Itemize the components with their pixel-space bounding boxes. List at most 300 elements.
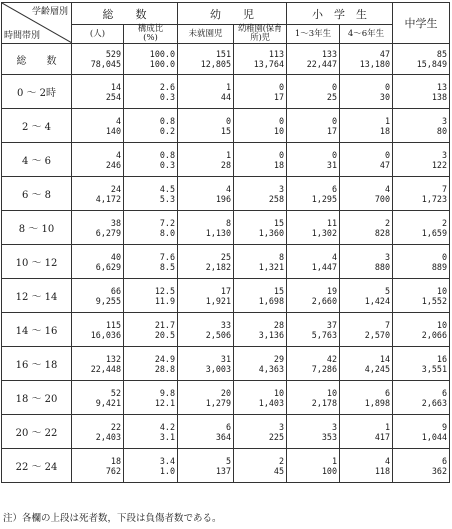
deaths-value: 0 (278, 149, 284, 160)
cell-jh (393, 75, 450, 109)
deaths-value: 11 (326, 217, 337, 228)
injuries-value: 2,570 (364, 329, 390, 340)
injuries-value: 225 (268, 431, 284, 442)
deaths-value: 10 (273, 387, 284, 398)
injuries-value: 11.9 (154, 295, 175, 306)
cell-g46 (340, 381, 393, 415)
deaths-value: 5 (384, 285, 390, 296)
deaths-value: 85 (436, 49, 447, 59)
cell-preschool (178, 449, 234, 483)
cell-preschool (178, 109, 234, 143)
cell-ratio (124, 143, 178, 177)
injuries-value: 17 (273, 91, 284, 102)
table-row (2, 381, 450, 415)
deaths-value: 151 (215, 49, 231, 59)
injuries-value: 22,448 (90, 363, 121, 374)
injuries-value: 353 (321, 431, 337, 442)
injuries-value: 2,506 (205, 329, 231, 340)
injuries-value: 118 (374, 465, 390, 476)
injuries-value: 18 (273, 159, 284, 170)
deaths-value: 113 (268, 49, 284, 59)
injuries-value: 15 (220, 125, 231, 136)
deaths-value: 2 (441, 217, 447, 228)
deaths-value: 40 (110, 251, 121, 262)
cell-g46 (340, 75, 393, 109)
injuries-value: 4,245 (364, 363, 390, 374)
injuries-value: 254 (105, 91, 121, 102)
injuries-value: 9,255 (95, 295, 121, 306)
injuries-value: 6,629 (95, 261, 121, 272)
time-band-label: 10 ～ 12 (2, 245, 72, 279)
cell-ratio (124, 44, 178, 75)
cell-g13 (287, 279, 340, 313)
deaths-value: 0.8 (159, 149, 175, 160)
grade46-header: 4～6年生 (340, 25, 393, 44)
cell-kinder (234, 415, 287, 449)
deaths-value: 25 (220, 251, 231, 262)
deaths-value: 7 (441, 183, 447, 194)
time-band-label: 2 ～ 4 (2, 109, 72, 143)
cell-persons (72, 245, 124, 279)
time-band-label: 8 ～ 10 (2, 211, 72, 245)
time-band-label: 総 数 (2, 44, 72, 75)
injuries-value: 1,403 (258, 397, 284, 408)
injuries-value: 362 (431, 465, 447, 476)
cell-preschool (178, 381, 234, 415)
injuries-value: 2,178 (311, 397, 337, 408)
cell-preschool (178, 347, 234, 381)
deaths-value: 4 (115, 115, 121, 126)
injuries-value: 4,363 (258, 363, 284, 374)
elementary-header: 小 学 生 (287, 3, 393, 25)
injuries-value: 137 (215, 465, 231, 476)
time-axis-label: 時間帯別 (4, 31, 41, 41)
cell-persons (72, 449, 124, 483)
injuries-value: 762 (105, 465, 121, 476)
cell-kinder (234, 449, 287, 483)
deaths-value: 33 (220, 319, 231, 330)
infant-header: 幼 児 (178, 3, 287, 25)
cell-ratio (124, 415, 178, 449)
injuries-value: 1,360 (258, 227, 284, 238)
injuries-value: 8.0 (159, 227, 175, 238)
cell-ratio (124, 211, 178, 245)
deaths-value: 0 (441, 251, 447, 262)
deaths-value: 12.5 (154, 285, 175, 296)
deaths-value: 132 (105, 353, 121, 364)
cell-preschool (178, 415, 234, 449)
injuries-value: 122 (431, 159, 447, 170)
deaths-value: 4 (115, 149, 121, 160)
cell-persons (72, 313, 124, 347)
time-band-label: 20 ～ 22 (2, 415, 72, 449)
cell-kinder (234, 177, 287, 211)
header-row-1 (2, 3, 450, 25)
injuries-value: 700 (374, 193, 390, 204)
time-band-label: 22 ～ 24 (2, 449, 72, 483)
injuries-value: 6,279 (95, 227, 121, 238)
injuries-value: 196 (215, 193, 231, 204)
deaths-value: 4 (384, 455, 390, 466)
deaths-value: 7 (384, 319, 390, 330)
deaths-value: 20 (220, 387, 231, 398)
deaths-value: 13 (436, 81, 447, 92)
injuries-value: 2,403 (95, 431, 121, 442)
injuries-value: 417 (374, 431, 390, 442)
time-band-label: 18 ～ 20 (2, 381, 72, 415)
deaths-value: 17 (220, 285, 231, 296)
table-row (2, 313, 450, 347)
injuries-value: 364 (215, 431, 231, 442)
cell-g46 (340, 347, 393, 381)
table-row (2, 109, 450, 143)
deaths-value: 4 (225, 183, 231, 194)
injuries-value: 246 (105, 159, 121, 170)
injuries-value: 8.5 (159, 261, 175, 272)
cell-g46 (340, 211, 393, 245)
cell-kinder (234, 211, 287, 245)
table-row (2, 211, 450, 245)
injuries-value: 1,552 (421, 295, 447, 306)
deaths-value: 6 (441, 455, 447, 466)
deaths-value: 2.6 (159, 81, 175, 92)
composition-header (124, 25, 178, 44)
deaths-value: 10 (436, 285, 447, 296)
deaths-value: 8 (225, 217, 231, 228)
deaths-value: 6 (331, 183, 337, 194)
injuries-value: 1.0 (159, 465, 175, 476)
cell-g13 (287, 44, 340, 75)
injuries-value: 1,898 (364, 397, 390, 408)
injuries-value: 31 (326, 159, 337, 170)
deaths-value: 31 (220, 353, 231, 364)
deaths-value: 15 (273, 285, 284, 296)
deaths-value: 0 (278, 81, 284, 92)
deaths-value: 7.6 (159, 251, 175, 262)
deaths-value: 52 (110, 387, 121, 398)
injuries-value: 9,421 (95, 397, 121, 408)
deaths-value: 66 (110, 285, 121, 296)
deaths-value: 4 (331, 251, 337, 262)
deaths-value: 4.2 (159, 421, 175, 432)
cell-ratio (124, 109, 178, 143)
cell-jh (393, 245, 450, 279)
deaths-value: 38 (110, 217, 121, 228)
deaths-value: 115 (105, 319, 121, 330)
cell-preschool (178, 211, 234, 245)
injuries-value: 100 (321, 465, 337, 476)
cell-g46 (340, 44, 393, 75)
cell-g13 (287, 449, 340, 483)
injuries-value: 12.1 (154, 397, 175, 408)
deaths-value: 3 (278, 183, 284, 194)
deaths-value: 0 (331, 149, 337, 160)
cell-preschool (178, 279, 234, 313)
deaths-value: 1 (225, 81, 231, 92)
injuries-value: 0.2 (159, 125, 175, 136)
injuries-value: 13,764 (253, 59, 284, 69)
deaths-value: 4 (384, 183, 390, 194)
cell-persons (72, 75, 124, 109)
deaths-value: 3 (384, 251, 390, 262)
injuries-value: 1,295 (311, 193, 337, 204)
injuries-value: 1,921 (205, 295, 231, 306)
injuries-value: 7,286 (311, 363, 337, 374)
table-row (2, 245, 450, 279)
injuries-value: 44 (220, 91, 231, 102)
table-row (2, 177, 450, 211)
time-band-label: 12 ～ 14 (2, 279, 72, 313)
injuries-value: 0.3 (159, 159, 175, 170)
deaths-value: 6 (225, 421, 231, 432)
table-row (2, 347, 450, 381)
injuries-value: 17 (326, 125, 337, 136)
injuries-value: 1,321 (258, 261, 284, 272)
cell-g13 (287, 347, 340, 381)
injuries-value: 3.1 (159, 431, 175, 442)
deaths-value: 28 (273, 319, 284, 330)
injuries-value: 1,130 (205, 227, 231, 238)
cell-jh (393, 44, 450, 75)
injuries-value: 28 (220, 159, 231, 170)
cell-g46 (340, 143, 393, 177)
deaths-value: 3 (331, 421, 337, 432)
injuries-value: 2,182 (205, 261, 231, 272)
injuries-value: 1,723 (421, 193, 447, 204)
deaths-value: 0 (278, 115, 284, 126)
deaths-value: 0.8 (159, 115, 175, 126)
cell-persons (72, 415, 124, 449)
cell-kinder (234, 143, 287, 177)
injuries-value: 1,659 (421, 227, 447, 238)
deaths-value: 14 (379, 353, 390, 364)
cell-kinder (234, 313, 287, 347)
cell-persons (72, 211, 124, 245)
cell-persons (72, 347, 124, 381)
persons-unit: (人) (89, 28, 106, 39)
time-band-label: 4 ～ 6 (2, 143, 72, 177)
injuries-value: 0.3 (159, 91, 175, 102)
injuries-value: 100.0 (149, 59, 175, 69)
injuries-value: 258 (268, 193, 284, 204)
deaths-value: 47 (379, 49, 390, 59)
injuries-value: 1,279 (205, 397, 231, 408)
deaths-value: 5 (225, 455, 231, 466)
deaths-value: 1 (331, 455, 337, 466)
injuries-value: 2,066 (421, 329, 447, 340)
deaths-value: 8 (278, 251, 284, 262)
kindergarten-header: 幼稚園(保育所)児 (234, 25, 287, 44)
cell-g13 (287, 109, 340, 143)
injuries-value: 25 (326, 91, 337, 102)
composition-unit: (%) (143, 33, 158, 43)
cell-preschool (178, 177, 234, 211)
table-body (2, 44, 450, 483)
cell-g46 (340, 177, 393, 211)
deaths-value: 3 (441, 115, 447, 126)
injuries-value: 13,180 (359, 59, 390, 69)
cell-g46 (340, 415, 393, 449)
time-band-label: 16 ～ 18 (2, 347, 72, 381)
time-band-label: 14 ～ 16 (2, 313, 72, 347)
grade13-header: 1～3年生 (287, 25, 340, 44)
cell-preschool (178, 75, 234, 109)
injuries-value: 28.8 (154, 363, 175, 374)
cell-g13 (287, 75, 340, 109)
deaths-value: 2 (278, 455, 284, 466)
deaths-value: 0 (384, 149, 390, 160)
injuries-value: 1,424 (364, 295, 390, 306)
preschool-header: 未就園児 (178, 25, 234, 44)
deaths-value: 4.5 (159, 183, 175, 194)
cell-ratio (124, 177, 178, 211)
injuries-value: 1,302 (311, 227, 337, 238)
deaths-value: 10 (326, 387, 337, 398)
deaths-value: 2 (384, 217, 390, 228)
total-row (2, 44, 450, 75)
cell-g46 (340, 449, 393, 483)
injuries-value: 1,698 (258, 295, 284, 306)
cell-kinder (234, 109, 287, 143)
injuries-value: 47 (379, 159, 390, 170)
cell-persons (72, 143, 124, 177)
cell-ratio (124, 75, 178, 109)
injuries-value: 45 (273, 465, 284, 476)
injuries-value: 140 (105, 125, 121, 136)
cell-persons (72, 44, 124, 75)
cell-jh (393, 313, 450, 347)
injuries-value: 1,447 (311, 261, 337, 272)
persons-header (72, 25, 124, 44)
deaths-value: 0 (331, 81, 337, 92)
cell-persons (72, 381, 124, 415)
cell-g13 (287, 211, 340, 245)
table-wrapper (1, 2, 449, 483)
injuries-value: 22,447 (306, 59, 337, 69)
deaths-value: 10 (436, 319, 447, 330)
cell-g46 (340, 109, 393, 143)
injuries-value: 10 (273, 125, 284, 136)
deaths-value: 3.4 (159, 455, 175, 466)
time-band-label: 0 ～ 2時 (2, 75, 72, 109)
cell-g13 (287, 415, 340, 449)
deaths-value: 24.9 (154, 353, 175, 364)
injuries-value: 2,660 (311, 295, 337, 306)
cell-jh (393, 211, 450, 245)
cell-jh (393, 347, 450, 381)
cell-ratio (124, 381, 178, 415)
deaths-value: 42 (326, 353, 337, 364)
time-band-label: 6 ～ 8 (2, 177, 72, 211)
deaths-value: 24 (110, 183, 121, 194)
cell-jh (393, 279, 450, 313)
deaths-value: 1 (225, 149, 231, 160)
deaths-value: 3 (278, 421, 284, 432)
deaths-value: 529 (105, 49, 121, 59)
deaths-value: 15 (273, 217, 284, 228)
table-row (2, 75, 450, 109)
injuries-value: 3,003 (205, 363, 231, 374)
injuries-value: 138 (431, 91, 447, 102)
deaths-value: 100.0 (149, 49, 175, 59)
injuries-value: 78,045 (90, 59, 121, 69)
cell-kinder (234, 44, 287, 75)
deaths-value: 0 (331, 115, 337, 126)
cell-g46 (340, 279, 393, 313)
cell-g46 (340, 313, 393, 347)
cell-g13 (287, 381, 340, 415)
table-row (2, 279, 450, 313)
cell-persons (72, 279, 124, 313)
injuries-value: 4,172 (95, 193, 121, 204)
deaths-value: 16 (436, 353, 447, 364)
cell-kinder (234, 381, 287, 415)
cell-jh (393, 381, 450, 415)
deaths-value: 9.8 (159, 387, 175, 398)
cell-ratio (124, 279, 178, 313)
cell-g13 (287, 143, 340, 177)
injuries-value: 2,663 (421, 397, 447, 408)
cell-kinder (234, 245, 287, 279)
deaths-value: 133 (321, 49, 337, 59)
injuries-value: 20.5 (154, 329, 175, 340)
cell-jh (393, 449, 450, 483)
cell-preschool (178, 245, 234, 279)
injuries-value: 889 (431, 261, 447, 272)
table-row (2, 415, 450, 449)
injuries-value: 5.3 (159, 193, 175, 204)
deaths-value: 6 (384, 387, 390, 398)
injuries-value: 1,044 (421, 431, 447, 442)
cell-ratio (124, 313, 178, 347)
deaths-value: 29 (273, 353, 284, 364)
composition-label: 構成比 (137, 24, 164, 34)
injuries-value: 15,849 (416, 59, 447, 69)
deaths-value: 37 (326, 319, 337, 330)
cell-persons (72, 109, 124, 143)
injuries-value: 30 (379, 91, 390, 102)
cell-g13 (287, 313, 340, 347)
injuries-value: 880 (374, 261, 390, 272)
cell-persons (72, 177, 124, 211)
table-row (2, 449, 450, 483)
cell-jh (393, 143, 450, 177)
cell-kinder (234, 279, 287, 313)
injuries-value: 3,551 (421, 363, 447, 374)
deaths-value: 1 (384, 421, 390, 432)
cell-jh (393, 415, 450, 449)
accident-table (1, 2, 450, 483)
injuries-value: 3,136 (258, 329, 284, 340)
deaths-value: 22 (110, 421, 121, 432)
cell-g13 (287, 245, 340, 279)
cell-preschool (178, 313, 234, 347)
deaths-value: 9 (441, 421, 447, 432)
footnote: 注）各欄の上段は死者数，下段は負傷者数である。 (3, 513, 222, 524)
injuries-value: 18 (379, 125, 390, 136)
cell-ratio (124, 245, 178, 279)
injuries-value: 16,036 (90, 329, 121, 340)
corner-header (2, 3, 72, 44)
deaths-value: 14 (110, 81, 121, 92)
deaths-value: 1 (384, 115, 390, 126)
deaths-value: 21.7 (154, 319, 175, 330)
deaths-value: 6 (441, 387, 447, 398)
total-header: 総 数 (72, 3, 178, 25)
cell-kinder (234, 347, 287, 381)
deaths-value: 19 (326, 285, 337, 296)
injuries-value: 12,805 (200, 59, 231, 69)
